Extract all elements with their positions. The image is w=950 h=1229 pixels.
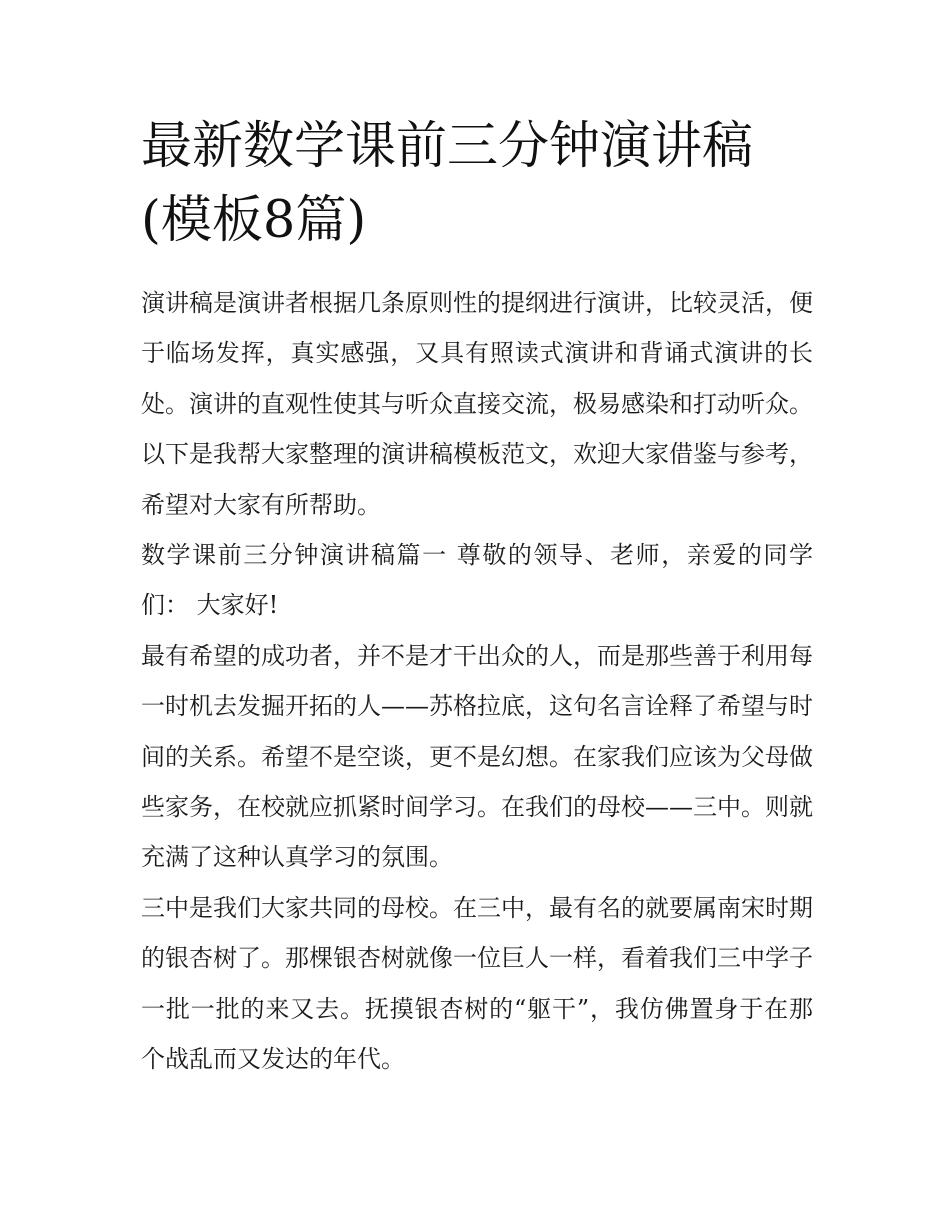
paragraph-quote: 最有希望的成功者，并不是才干出众的人，而是那些善于利用每一时机去发掘开拓的人——苏格拉底，这句名言诠释了希望与时间的关系。希望不是空谈，更不是幻想。在家我们应该为父母做些家务，在校就应抓紧时间学习。在我们的母校——三中。则就充满了这种认真学习的氛围。 (141, 641, 813, 872)
paragraph-ginkgo: 三中是我们大家共同的母校。在三中，最有名的就要属南宋时期的银杏树了。那棵银杏树就像一位巨人一样，看着我们三中学子一批一批的来又去。抚摸银杏树的“躯干”，我仿佛置身于在那个战乱而又发达的年代。 (141, 893, 813, 1074)
document-body (141, 278, 813, 1085)
paragraph-greeting: 数学课前三分钟演讲稿篇一 尊敬的领导、老师，亲爱的同学们： 大家好! (141, 541, 813, 620)
paragraph-intro: 演讲稿是演讲者根据几条原则性的提纲进行演讲，比较灵活，便于临场发挥，真实感强，又具有照读式演讲和背诵式演讲的长处。演讲的直观性使其与听众直接交流，极易感染和打动听众。以下是我帮大家整理的演讲稿模板范文，欢迎大家借鉴与参考，希望对大家有所帮助。 (141, 289, 813, 519)
document-title: 最新数学课前三分钟演讲稿(模板8篇) (141, 117, 754, 250)
